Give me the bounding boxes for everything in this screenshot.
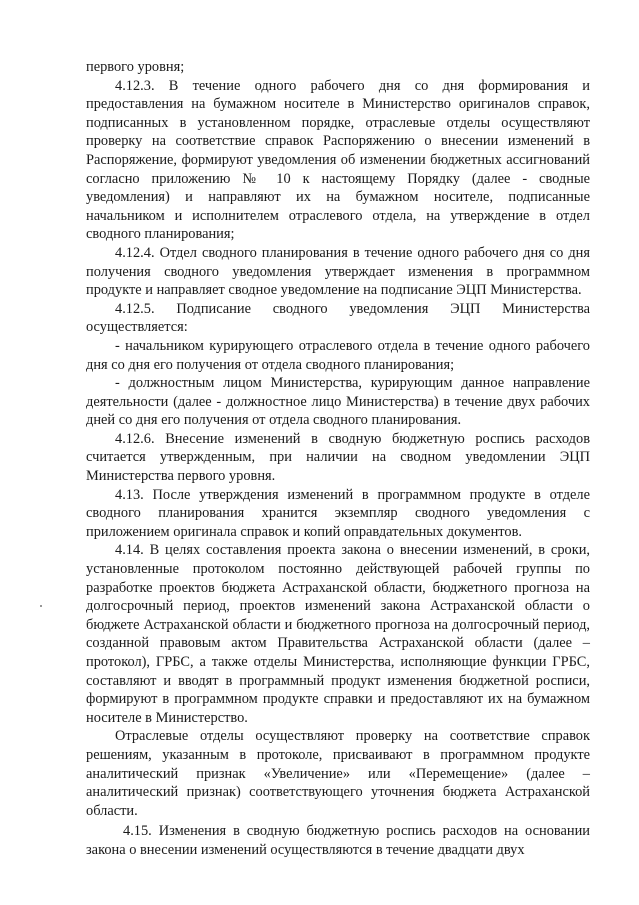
document-page [86,58,590,860]
paragraph-4-12-4: 4.12.4. Отдел сводного планирования в течение одного рабочего дня со дня получения сводного уведомления утверждает изменения в программном продукте и направляет сводное уведомление на подписание ЭЦП Министерства. [86,244,590,299]
paragraph-4-12-3: 4.12.3. В течение одного рабочего дня со дня формирования и предоставления на бумажном носителе в Министерство оригиналов справок, подписанных в установленном порядке, отраслевые отделы осуществляют проверку на соответствие справок Распоряжению о внесении изменений в Распоряжение, формируют уведомления об изменении бюджетных ассигнований согласно приложению № 10 к настоящему Порядку (далее - сводные уведомления) и направляют их на бумажном носителе, подписанные начальником и исполнителем отраслевого отдела, на утверждение в отдел сводного планирования; [86,77,590,243]
paragraph-4-12-5: 4.12.5. Подписание сводного уведомления ЭЦП Министерства осуществляется: [86,300,590,336]
paragraph-list-item-2: - должностным лицом Министерства, курирующим данное направление деятельности (далее - должностное лицо Министерства) в течение двух рабочих дней со дня его получения от отдела сводного планирования. [86,375,590,429]
paragraph-4-13: 4.13. После утверждения изменений в программном продукте в отделе сводного планирования хранится экземпляр сводного уведомления с приложением оригинала справок и копий оправдательных документов. [86,486,590,540]
paragraph-list-item-1: - начальником курирующего отраслевого отдела в течение одного рабочего дня со дня его получения от отдела сводного планирования; [86,337,590,373]
scan-speck [40,605,42,607]
paragraph-4-15: 4.15. Изменения в сводную бюджетную роспись расходов на основании закона о внесении изменений осуществляются в течение двадцати двух [86,823,590,858]
paragraph-sectoral-departments: Отраслевые отделы осуществляют проверку на соответствие справок решениям, указанным в протоколе, присваивают в программном продукте аналитический признак «Увеличение» или «Перемещение» (далее – аналитический признак) соответствующего уточнения бюджета Астраханской области. [86,728,590,819]
paragraph-continuation: первого уровня; [86,59,185,75]
paragraph-4-14: 4.14. В целях составления проекта закона о внесении изменений, в сроки, установленные протоколом постоянно действующей рабочей группы по разработке проектов бюджета Астраханской области, бюджетного прогноза на долгосрочный период, проектов изменений закона Астраханской области о бюджете Астраханской области и бюджетного прогноза на долгосрочный период, созданной правовым актом Правительства Астраханской области (далее – протокол), ГРБС, а также отделы Министерства, исполняющие функции ГРБС, составляют и вводят в программный продукт изменения бюджетной росписи, формируют в программном продукте справки и предоставляют их на бумажном носителе в Министерство. [86,542,590,726]
paragraph-4-12-6: 4.12.6. Внесение изменений в сводную бюджетную роспись расходов считается утвержденным, при наличии на сводном уведомлении ЭЦП Министерства первого уровня. [86,430,590,485]
